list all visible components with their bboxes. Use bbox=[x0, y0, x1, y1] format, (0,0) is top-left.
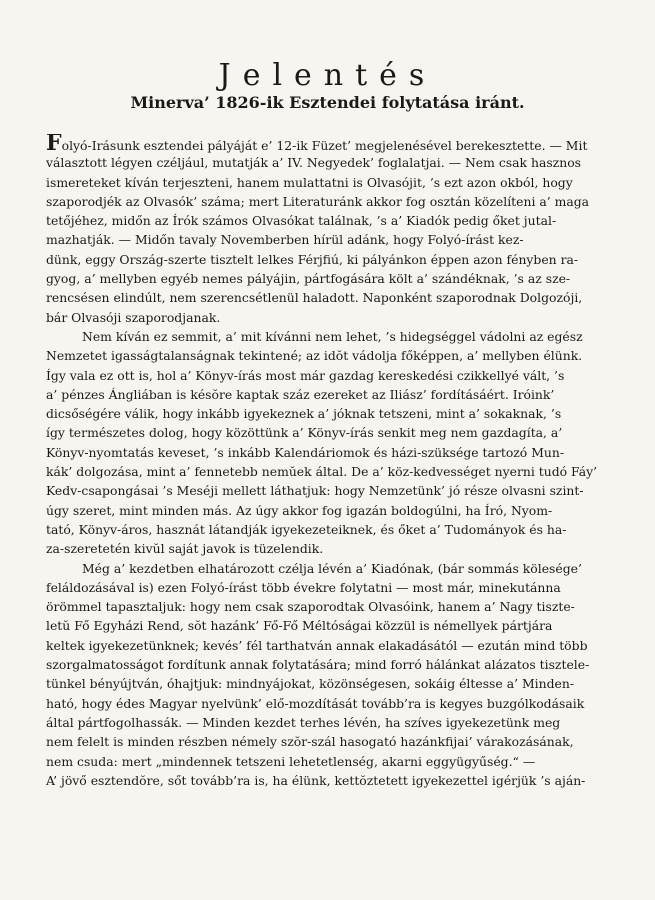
text-line: mazhatják. — Midőn tavaly Novemberben hírül adánk, hogy Folyó-írást kez- bbox=[46, 232, 524, 248]
text-line: kák’ dolgozása, mint a’ fennetebb nemŭek által. De a’ köz-kedvességet nyerni tudó Fáy’ bbox=[46, 464, 598, 480]
text-line: nem felelt is minden részben némely szŏr-szál hasogató hazánkfijai’ várakozásának, bbox=[46, 734, 574, 750]
text-line: A’ jövő esztendŏre, sőt tovább’ra is, ha élünk, kettŏztetett igyekezettel igérjük ’s aján- bbox=[46, 772, 586, 788]
page-title: Jelentés bbox=[218, 58, 437, 93]
text-line: gyog, a’ mellyben egyéb nemes pályájin, pártfogására költ a’ szándéknak, ’s az sze- bbox=[46, 271, 571, 287]
text-line: dicsőségére válik, hogy inkább igyekeznek a’ jóknak tetszeni, mint a’ sokaknak, ’s bbox=[46, 406, 562, 422]
text-line: örömmel tapasztaljuk: hogy nem csak szaporodtak Olvasóink, hanem a’ Nagy tiszte- bbox=[46, 599, 575, 615]
text-line: tató, Könyv-áros, hasznát látandják igyekezeteiknek, és őket a’ Tudományok és ha- bbox=[46, 521, 567, 537]
text-line: a’ pénzes Ángliában is késŏre kaptak száz ezereket az Iliász’ fordításáért. Iróink’ bbox=[46, 386, 555, 402]
text-line: rencsésen elindúlt, nem szerencsétlenül haladott. Naponként szaporodnak Dolgozóji, bbox=[46, 290, 583, 306]
text-line: által pártfogolhassák. — Minden kezdet terhes lévén, ha szíves igyekezetünk meg bbox=[46, 714, 561, 730]
text-line: dünk, eggy Ország-szerte tisztelt lelkes Férjfiú, ki pályánkon éppen azon fényben ra- bbox=[46, 251, 579, 267]
text-line: letŭ Fő Egyházi Rend, sŏt hazánk’ Fő-Fő Méltóságai közzül is némellyek pártjára bbox=[46, 618, 553, 634]
text-line: Kedv-csapongásai ’s Meséji mellett láthatjuk: hogy Nemzetünk’ jó része olvasni szint- bbox=[46, 483, 584, 499]
text-line: szorgalmatosságot fordítunk annak folytatására; mind forró hálánkat alázatos tisztele- bbox=[46, 657, 590, 673]
text-line: Könyv-nyomtatás keveset, ’s inkább Kalendáriomok és házi-szüksége tartozó Mun- bbox=[46, 444, 565, 460]
initial-letter: F bbox=[46, 134, 62, 154]
text-line: szaporodjék az Olvasók’ száma; mert Literaturánk akkor fog osztán közelíteni a’ maga bbox=[46, 193, 590, 209]
text-line: Nemzetet igasságtalanságnak tekintené; az idŏt vádolja főképpen, a’ mellyben élünk. bbox=[46, 348, 583, 364]
page-subtitle: Minerva’ 1826-ik Esztendei folytatása iránt. bbox=[130, 93, 525, 112]
text-line: feláldozásával is) ezen Folyó-írást több évekre folytatni — most már, minekutánna bbox=[46, 579, 561, 595]
document-body bbox=[46, 134, 612, 790]
text-line: za-szeretetén kivŭl saját javok is tüzelendik. bbox=[46, 541, 324, 557]
text-line: keltek igyekezetünknek; kevés’ fél tarthatván annak elakadásától — ezután mind több bbox=[46, 637, 588, 653]
text-line: így természetes dolog, hogy közöttünk a’ Könyv-írás senkit meg nem gazdagíta, a’ bbox=[46, 425, 563, 441]
text-line: ismereteket kíván terjeszteni, hanem mulattatni is Olvasójit, ’s ezt azon okból, hogy bbox=[46, 174, 573, 190]
text-line: választott légyen czéljául, mutatják a’ IV. Negyedek’ foglalatjai. — Nem csak hasznos bbox=[46, 155, 582, 171]
text-line: tetőjéhez, midőn az Írók számos Olvasókat találnak, ’s a’ Kiadók pedig őket jutal- bbox=[46, 213, 557, 229]
text-line: Nem kíván ez semmit, a’ mit kívánni nem lehet, ’s hidegséggel vádolni az egész bbox=[82, 328, 583, 344]
text-line: Folyó-Irásunk esztendei pályáját e’ 12-ik Füzet’ megjelenésével berekesztette. — Mit bbox=[46, 134, 612, 153]
text-line: nem csuda: mert „mindennek tetszeni lehetetlenség, akarni eggyügyűség.“ — bbox=[46, 753, 536, 769]
text-line: Így vala ez ott is, hol a’ Könyv-írás most már gazdag kereskedési czikkellyé vált, ’s bbox=[46, 367, 565, 383]
text-line: tünkel bényújtván, óhajtjuk: mindnyájokat, közönségesen, sokáig éltesse a’ Minden- bbox=[46, 676, 575, 692]
text-line: bár Olvasóji szaporodjanak. bbox=[46, 309, 221, 325]
text-line: úgy szeret, mint minden más. Az úgy akkor fog igazán boldogúlni, ha Író, Nyom- bbox=[46, 502, 553, 518]
text-line: Még a’ kezdetben elhatározott czélja lévén a’ Kiadónak, (bár sommás kölesége’ bbox=[82, 560, 582, 576]
text-line: ható, hogy édes Magyar nyelvünk’ elő-mozdítását tovább’ra is kegyes buzgólkodásaik bbox=[46, 695, 585, 711]
